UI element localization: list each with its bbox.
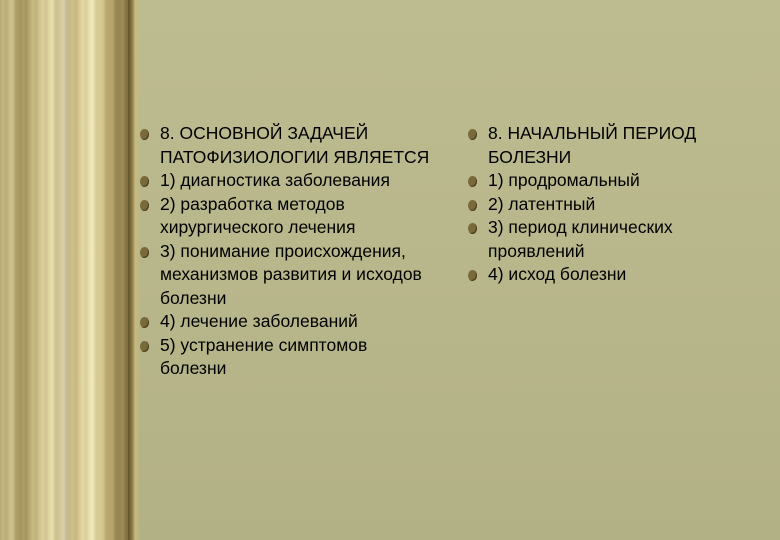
answer-option-text: 3) понимание происхождения, механизмов развития и исходов болезни (160, 240, 422, 308)
list-item (140, 240, 430, 311)
answer-option-text: 3) период клинических проявлений (488, 217, 673, 261)
bullet-icon (140, 176, 149, 187)
list-item (140, 122, 430, 169)
answer-option-text: 4) лечение заболеваний (160, 311, 358, 331)
list-item (140, 310, 430, 334)
list-item (468, 169, 758, 193)
answer-option-text: 1) диагностика заболевания (160, 170, 390, 190)
list-item (140, 334, 430, 381)
decorative-column-edge (128, 0, 140, 540)
decorative-column-highlight (55, 0, 73, 540)
bullet-icon (140, 317, 149, 328)
bullet-icon (468, 223, 477, 234)
bullet-icon (468, 270, 477, 281)
list-item (140, 193, 430, 240)
left-answer-list (140, 122, 430, 381)
left-question-column (140, 122, 430, 381)
list-item (468, 193, 758, 217)
bullet-icon (468, 176, 477, 187)
bullet-icon (140, 341, 149, 352)
question-text: 8. НАЧАЛЬНЫЙ ПЕРИОД БОЛЕЗНИ (488, 123, 697, 167)
bullet-icon (140, 200, 149, 211)
bullet-icon (468, 129, 477, 140)
list-item (468, 122, 758, 169)
list-item (468, 216, 758, 263)
answer-option-text: 5) устранение симптомов болезни (160, 334, 368, 378)
answer-option-text: 1) продромальный (488, 170, 640, 190)
list-item (140, 169, 430, 193)
answer-option-text: 2) латентный (488, 193, 596, 214)
right-question-column (468, 122, 758, 287)
right-answer-list (468, 122, 758, 287)
answer-option-text: 2) разработка методов хирургического лечения (160, 193, 356, 237)
bullet-icon (140, 247, 149, 258)
bullet-icon (468, 200, 477, 211)
answer-option-text: 4) исход болезни (488, 264, 627, 284)
list-item (468, 263, 758, 287)
question-text: 8. ОСНОВНОЙ ЗАДАЧЕЙ ПАТОФИЗИОЛОГИИ ЯВЛЯЕТСЯ (160, 123, 430, 167)
bullet-icon (140, 129, 149, 140)
